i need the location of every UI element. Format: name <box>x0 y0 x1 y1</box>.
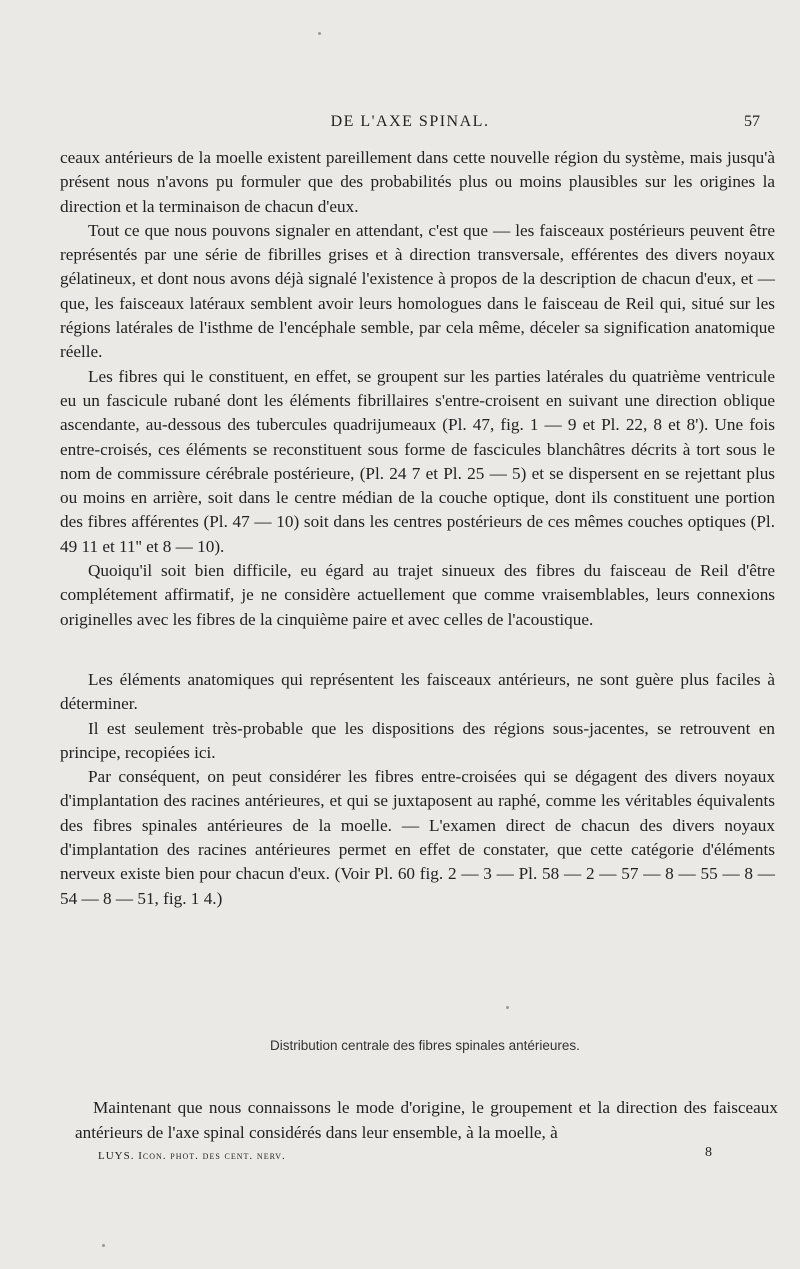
paper-speck <box>318 32 321 35</box>
page-footer <box>0 1145 800 1170</box>
paragraph-5: Les éléments anatomiques qui représentent les faisceaux antérieurs, ne sont guère plus faciles à déterminer. <box>60 669 775 714</box>
paragraph-7: Par conséquent, on peut considérer les fibres entre-croisées qui se dégagent des divers noyaux d'implantation des racines antérieures, et qui se juxtaposent au raphé, comme les véritables équivalents des fibres spinales antérieures de la moelle. — L'examen direct de chacun des divers noyaux d'implantation des racines antérieures permet en effet de constater, que cette catégorie d'éléments nerveux existe bien pour chacun d'eux. (Voir Pl. 60 fig. 2 — 3 — Pl. 58 — 2 — 57 — 8 — 55 — 8 — 54 — 8 — 51, fig. 1 4.) <box>60 767 775 908</box>
page-header <box>0 113 800 137</box>
body-text <box>60 146 775 911</box>
signature-number: 8 <box>705 1145 712 1160</box>
page-number: 57 <box>744 113 760 130</box>
printer-signature: LUYS. Icon. phot. des cent. nerv. <box>98 1150 286 1162</box>
paragraph-4: Quoiqu'il soit bien difficile, eu égard au trajet sinueux des fibres du faisceau de Reil d'être complétement affirmatif, je ne considère actuellement que comme vraisemblables, leurs connexions originelles avec les fibres de la cinquième paire et avec celles de l'acoustique. <box>60 561 775 629</box>
running-title: DE L'AXE SPINAL. <box>330 113 490 130</box>
paragraph-3: Les fibres qui le constituent, en effet, se groupent sur les parties latérales du quatrième ventricule eu un fascicule rubané dont les éléments fibrillaires s'entre-croisent en suivant une direction oblique ascendante, au-dessous des tubercules quadrijumeaux (Pl. 47, fig. 1 — 9 et Pl. 22, 8 et 8'). Une fois entre-croisés, ces éléments se reconstituent sous forme de fascicules blanchâtres décrits à tort sous le nom de commissure cérébrale postérieure, (Pl. 24 7 et Pl. 25 — 5) et se dispersent en se rejettant plus ou moins en arrière, soit dans le centre médian de la couche optique, dont ils constituent une portion des fibres afférentes (Pl. 47 — 10) soit dans les centres postérieurs de ces mêmes couches optiques (Pl. 49 11 et 11'' et 8 — 10). <box>60 366 775 556</box>
paper-speck <box>102 1244 105 1247</box>
paragraph-6: Il est seulement très-probable que les dispositions des régions sous-jacentes, se retrouvent en principe, recopiées ici. <box>60 718 775 762</box>
paragraph-2: Tout ce que nous pouvons signaler en attendant, c'est que — les faisceaux postérieurs peuvent être représentés par une série de fibrilles grises et à direction transversale, efférentes des divers noyaux gélatineux, et dont nous avons déjà signalé l'existence à propos de la description de chacun d'eux, et — que, les faisceaux latéraux semblent avoir leurs homologues dans le faisceau de Reil qui, situé sur les régions latérales de l'isthme de l'encéphale semble, par cela même, déceler sa signification anatomique réelle. <box>60 220 775 362</box>
closing-paragraph: Maintenant que nous connaissons le mode d'origine, le groupement et la direction des faisceaux antérieurs de l'axe spinal considérés dans leur ensemble, à la moelle, à <box>75 1098 778 1142</box>
section-title: Distribution centrale des fibres spinales antérieures. <box>270 1038 580 1053</box>
paragraph-1: ceaux antérieurs de la moelle existent pareillement dans cette nouvelle région du système, mais jusqu'à présent nous n'avons pu formuler que des probabilités plus ou moins plausibles sur les origines la direction et la terminaison de chacun d'eux. <box>60 148 775 216</box>
paper-speck <box>506 1006 509 1009</box>
